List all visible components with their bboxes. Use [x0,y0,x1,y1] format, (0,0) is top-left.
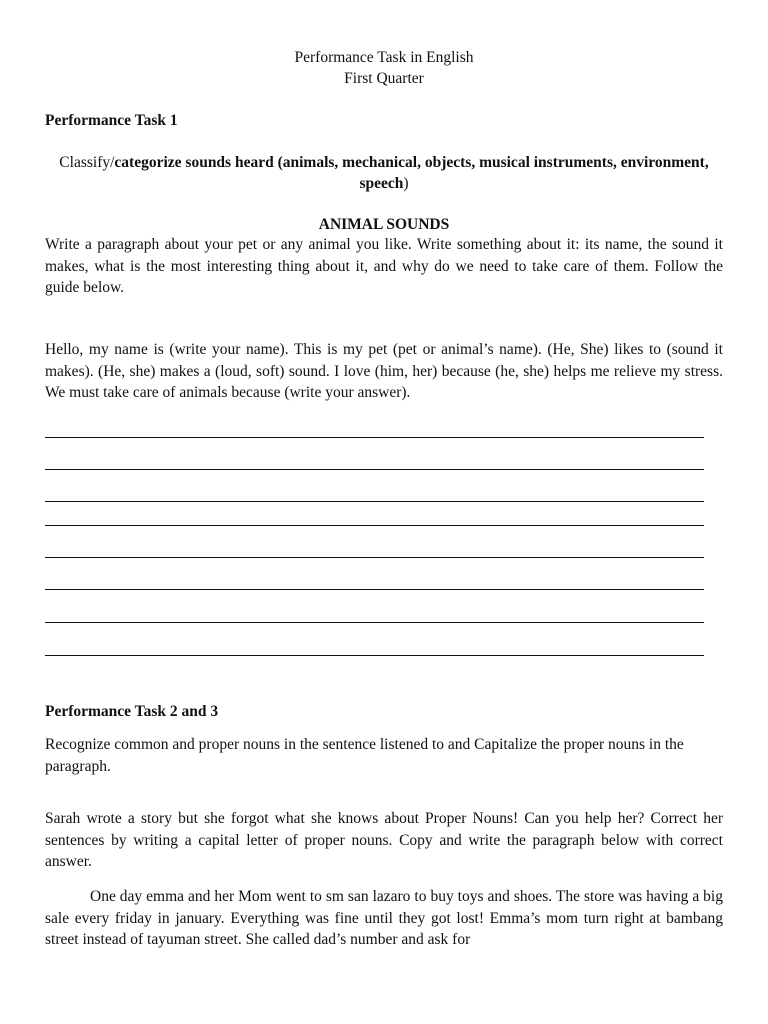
task1-instruction-bold: categorize sounds heard (animals, mechanical, objects, musical instruments, environment, speech [114,154,709,192]
answer-line [45,557,704,558]
task1-guide: Hello, my name is (write your name). This is my pet (pet or animal’s name). (He, She) likes to (sound it makes). (He, she) makes a (loud, soft) sound. I love (him, her) because (he, she) helps me relieve my stress. We must take care of animals because (write your answer). [45,341,723,401]
document-title: Performance Task in English [294,49,474,66]
task1-instruction-suffix: ) [403,175,409,192]
task23-heading: Performance Task 2 and 3 [45,703,219,720]
answer-line [45,655,704,656]
task23-intro: Sarah wrote a story but she forgot what she knows about Proper Nouns! Can you help her? Correct her sentences by writing a capital letter of proper nouns. Copy and write the paragraph below with correct answer. [45,810,723,870]
task1-instruction [45,152,723,194]
task1-instruction-prefix: Classify/ [59,154,115,171]
answer-line [45,622,704,623]
answer-line [45,501,704,502]
answer-line [45,437,704,438]
answer-line [45,469,704,470]
task1-prompt: Write a paragraph about your pet or any animal you like. Write something about it: its name, the sound it makes, what is the most interesting thing about it, and why do we need to take care of them. Follow the guide below. [45,236,723,296]
document-subtitle: First Quarter [344,70,424,87]
answer-line [45,589,704,590]
animal-sounds-title: ANIMAL SOUNDS [318,216,450,233]
task23-instruction: Recognize common and proper nouns in the sentence listened to and Capitalize the proper nouns in the paragraph. [45,736,684,775]
answer-line [45,525,704,526]
task1-heading: Performance Task 1 [45,112,178,129]
task23-story: One day emma and her Mom went to sm san lazaro to buy toys and shoes. The store was having a big sale every friday in january. Everything was fine until they got lost! Emma’s mom turn right at bambang street instead of tayuman street. She called dad’s number and ask for [45,888,723,948]
